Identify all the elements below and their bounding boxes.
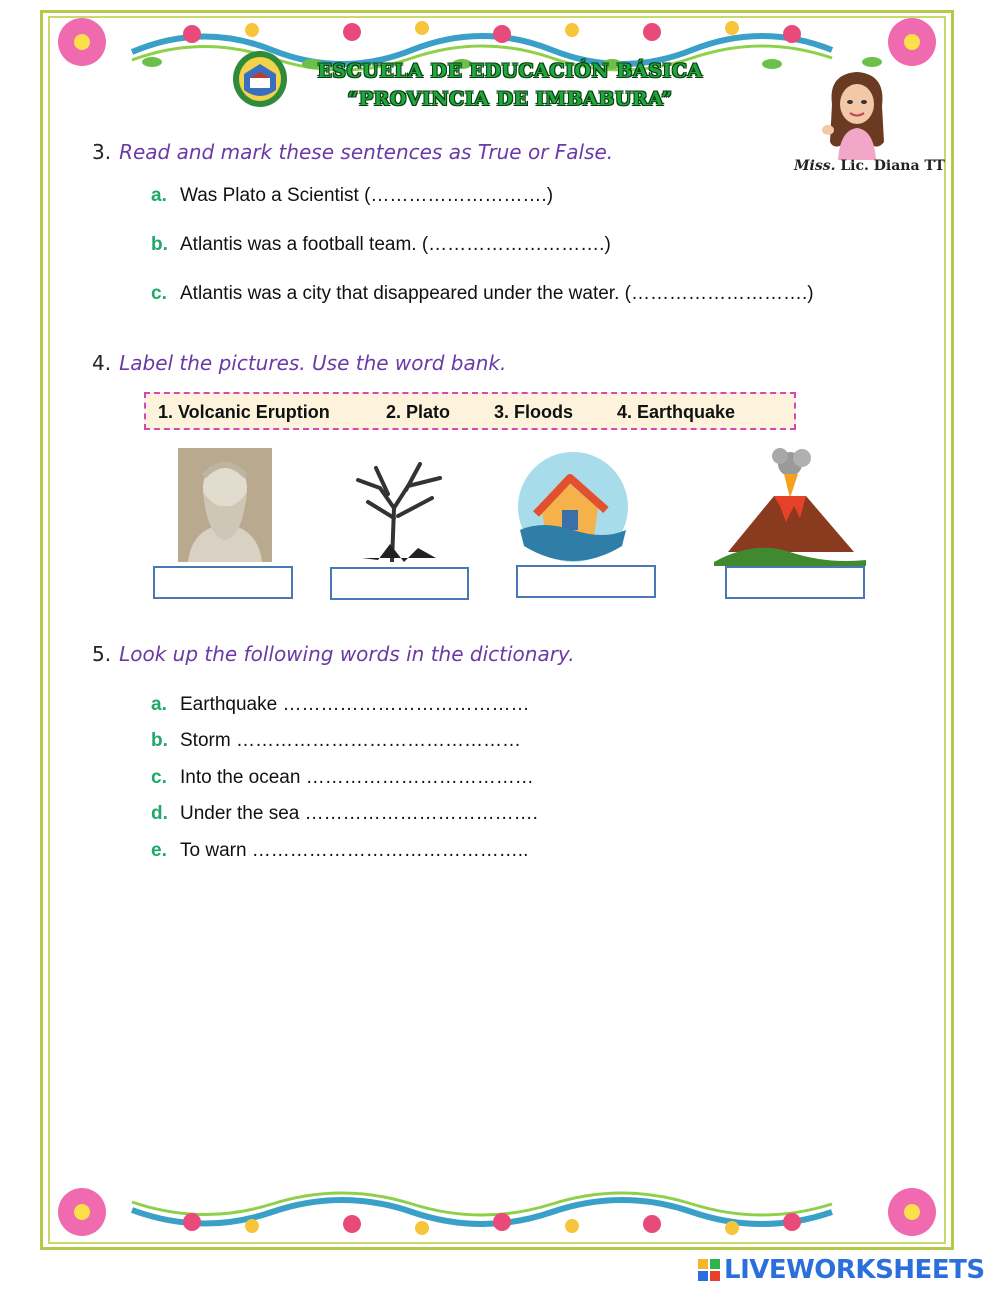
school-name-line1: ESCUELA DE EDUCACIÓN BÁSICA (317, 60, 703, 82)
item-text: Storm ……………………………………… (180, 730, 521, 751)
earthquake-tree-icon (328, 458, 470, 562)
school-emblem-icon (230, 48, 290, 110)
item-letter: c. (151, 283, 167, 304)
label-answer-box-4[interactable] (725, 566, 865, 599)
section-title-text: Read and mark these sentences as True or False. (119, 140, 614, 164)
word-bank-item: 3. Floods (494, 402, 574, 422)
dictionary-item-d[interactable] (151, 803, 538, 825)
teacher-prefix: Miss. (794, 158, 836, 174)
teacher-signature (794, 158, 945, 174)
item-letter: b. (151, 234, 168, 255)
section-4-title (92, 351, 506, 375)
true-false-item-b[interactable] (151, 234, 611, 256)
section-title-text: Look up the following words in the dictionary. (119, 642, 575, 666)
label-answer-box-2[interactable] (330, 567, 469, 600)
item-text: Was Plato a Scientist (……………………….) (180, 185, 554, 206)
section-number: 4. (92, 351, 112, 375)
section-5-title (92, 642, 575, 666)
word-bank-item: 2. Plato (386, 402, 451, 422)
dictionary-item-c[interactable] (151, 767, 534, 789)
dictionary-item-a[interactable] (151, 694, 529, 716)
item-letter: a. (151, 694, 167, 715)
item-text: Into the ocean ……………………………… (180, 767, 534, 788)
school-name-line2: “PROVINCIA DE IMBABURA” (347, 88, 673, 110)
item-text: To warn …………………………………….. (180, 840, 529, 861)
item-letter: b. (151, 730, 168, 751)
dictionary-item-e[interactable] (151, 840, 528, 862)
floral-border-bottom (52, 1176, 942, 1242)
true-false-item-a[interactable] (151, 185, 553, 207)
volcano-icon (714, 448, 866, 566)
flood-house-icon (512, 450, 634, 564)
word-bank-item: 4. Earthquake (617, 402, 736, 422)
true-false-item-c[interactable] (151, 283, 814, 305)
item-text: Under the sea ………………………………. (180, 803, 538, 824)
section-3-title (92, 140, 613, 164)
dictionary-item-b[interactable] (151, 730, 521, 752)
label-answer-box-3[interactable] (516, 565, 656, 598)
word-bank (144, 392, 796, 430)
item-letter: c. (151, 767, 167, 788)
teacher-name: Lic. Diana TT (840, 158, 945, 174)
item-letter: d. (151, 803, 168, 824)
item-text: Atlantis was a football team. (……………………….) (180, 234, 611, 255)
section-number: 3. (92, 140, 112, 164)
word-bank-item: 1. Volcanic Eruption (158, 402, 330, 422)
item-letter: e. (151, 840, 167, 861)
item-letter: a. (151, 185, 167, 206)
item-text: Atlantis was a city that disappeared under the water. (……………………….) (180, 283, 814, 304)
brand-text: LIVEWORKSHEETS (724, 1255, 985, 1285)
teacher-avatar-icon (818, 64, 896, 160)
item-text: Earthquake ………………………………… (180, 694, 530, 715)
label-answer-box-1[interactable] (153, 566, 293, 599)
plato-bust-icon (178, 448, 272, 562)
section-title-text: Label the pictures. Use the word bank. (119, 351, 507, 375)
liveworksheets-logo[interactable] (698, 1254, 985, 1286)
section-number: 5. (92, 642, 112, 666)
liveworksheets-grid-icon (698, 1259, 720, 1281)
